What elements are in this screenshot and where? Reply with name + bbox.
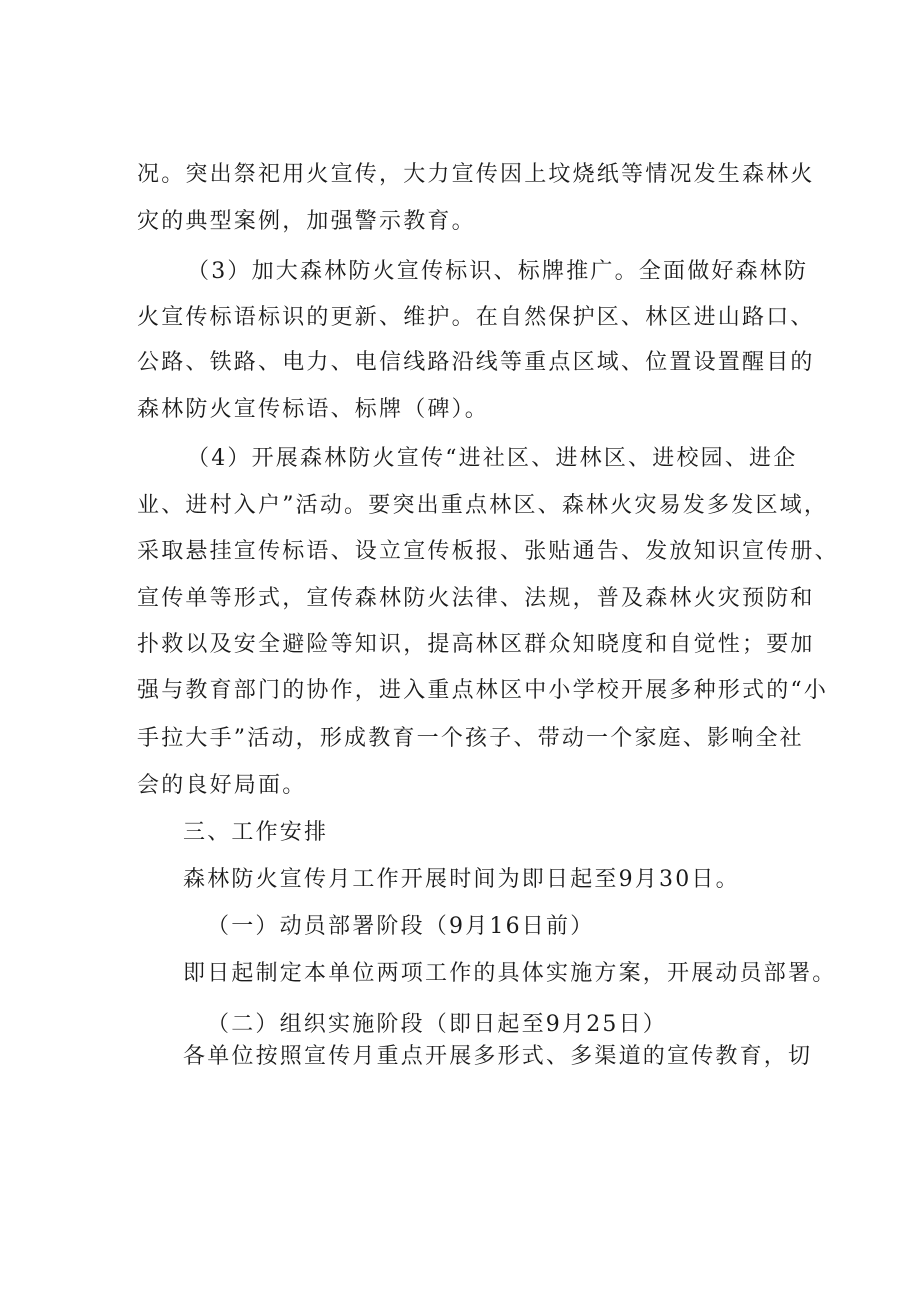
paragraph-line: （3）加大森林防火宣传标识、标牌推广。全面做好森林防: [187, 259, 809, 284]
paragraph-line: （4）开展森林防火宣传“进社区、进林区、进校园、进企: [187, 446, 798, 471]
paragraph-line: 强与教育部门的协作，进入重点林区中小学校开展多种形式的“小: [137, 678, 829, 703]
paragraph-line: 火宣传标语标识的更新、维护。在自然保护区、林区进山路口、: [137, 305, 815, 330]
paragraph-line: 公路、铁路、电力、电信线路沿线等重点区域、位置设置醒目的: [137, 350, 815, 375]
paragraph-line: 业、进村入户”活动。要突出重点林区、森林火灾易发多发区域，: [137, 493, 829, 518]
subsection-heading: （二）组织实施阶段（即日起至9月25日）: [207, 1012, 667, 1037]
paragraph-line: 况。突出祭祀用火宣传，大力宣传因上坟烧纸等情况发生森林火: [137, 162, 815, 187]
paragraph-line: 采取悬挂宣传标语、设立宣传板报、张贴通告、发放知识宣传册、: [137, 539, 839, 564]
paragraph-line: 即日起制定本单位两项工作的具体实施方案，开展动员部署。: [183, 961, 837, 986]
paragraph-line: 宣传单等形式，宣传森林防火法律、法规，普及森林火灾预防和: [137, 586, 815, 611]
paragraph-line: 各单位按照宣传月重点开展多形式、多渠道的宣传教育，切: [183, 1044, 813, 1069]
paragraph-line: 扑救以及安全避险等知识，提高林区群众知晓度和自觉性；要加: [137, 632, 815, 657]
section-heading: 三、工作安排: [183, 820, 329, 845]
paragraph-line: 会的良好局面。: [137, 773, 307, 798]
paragraph-line: 灾的典型案例，加强警示教育。: [137, 209, 476, 234]
paragraph-line: 手拉大手”活动，形成教育一个孩子、带动一个家庭、影响全社: [137, 726, 804, 751]
paragraph-line: 森林防火宣传标语、标牌（碑）。: [137, 397, 490, 422]
subsection-heading: （一）动员部署阶段（9月16日前）: [207, 914, 595, 939]
paragraph-line: 森林防火宣传月工作开展时间为即日起至9月30日。: [183, 867, 740, 892]
